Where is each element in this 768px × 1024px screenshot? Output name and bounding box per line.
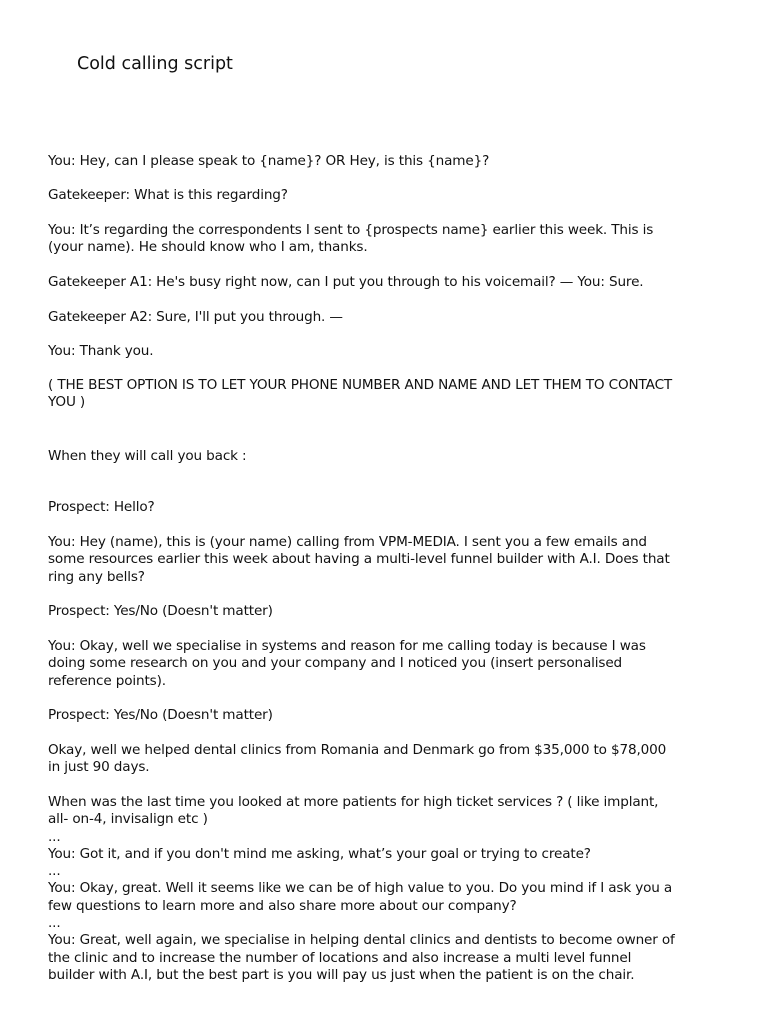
paragraph xyxy=(48,187,690,204)
document-title: Cold calling script xyxy=(77,54,233,74)
text-line: Prospect: Yes/No (Doesn't matter) xyxy=(48,707,273,723)
paragraph xyxy=(48,153,690,170)
paragraph xyxy=(48,448,690,465)
text-line: builder with A.I, but the best part is you will pay us just when the patient is on the chair. xyxy=(48,966,635,983)
text-line: Gatekeeper A1: He's busy right now, can I put you through to his voicemail? — You: Sure. xyxy=(48,274,644,290)
text-line: ... xyxy=(48,828,61,845)
text-line: You: It’s regarding the correspondents I sent to {prospects name} earlier this week. This is xyxy=(48,222,654,238)
text-line: You: Thank you. xyxy=(48,343,154,359)
text-line: the clinic and to increase the number of locations and also increase a multi level funnel xyxy=(48,949,632,966)
text-line: You: Hey (name), this is (your name) calling from VPM-MEDIA. I sent you a few emails and xyxy=(48,534,647,550)
text-line: doing some research on you and your company and I noticed you (insert personalised xyxy=(48,655,623,672)
text-line: You: Great, well again, we specialise in helping dental clinics and dentists to become owner of xyxy=(48,932,675,949)
text-line: ... xyxy=(48,863,61,880)
text-line: in just 90 days. xyxy=(48,759,150,776)
text-line: When they will call you back : xyxy=(48,448,247,464)
paragraph xyxy=(48,794,690,984)
text-line: You: Okay, well we specialise in systems and reason for me calling today is because I was xyxy=(48,638,646,654)
text-line: all- on-4, invisalign etc ) xyxy=(48,811,208,828)
paragraph xyxy=(48,499,690,516)
text-line: You: Got it, and if you don't mind me asking, what’s your goal or trying to create? xyxy=(48,845,591,862)
text-line: some resources earlier this week about having a multi-level funnel builder with A.I. Does that xyxy=(48,551,670,568)
text-line: YOU ) xyxy=(48,394,86,411)
text-line: Gatekeeper: What is this regarding? xyxy=(48,187,288,203)
text-line: Okay, well we helped dental clinics from Romania and Denmark go from $35,000 to $78,000 xyxy=(48,742,667,758)
paragraph xyxy=(48,603,690,620)
text-line: You: Hey, can I please speak to {name}? OR Hey, is this {name}? xyxy=(48,153,490,169)
paragraph xyxy=(48,274,690,291)
paragraph xyxy=(48,343,690,360)
text-line: ( THE BEST OPTION IS TO LET YOUR PHONE NUMBER AND NAME AND LET THEM TO CONTACT xyxy=(48,377,673,393)
paragraph xyxy=(48,309,690,326)
text-line: (your name). He should know who I am, thanks. xyxy=(48,239,368,256)
text-line: reference points). xyxy=(48,672,166,689)
paragraph xyxy=(48,742,690,777)
paragraph xyxy=(48,377,690,412)
text-line: Prospect: Yes/No (Doesn't matter) xyxy=(48,603,273,619)
text-line: When was the last time you looked at more patients for high ticket services ? ( like implant, xyxy=(48,794,659,810)
text-line: few questions to learn more and also share more about our company? xyxy=(48,897,517,914)
paragraph xyxy=(48,534,690,586)
paragraph xyxy=(48,222,690,257)
text-line: Prospect: Hello? xyxy=(48,499,155,515)
text-line: Gatekeeper A2: Sure, I'll put you through. — xyxy=(48,309,343,325)
paragraph xyxy=(48,707,690,724)
text-line: ring any bells? xyxy=(48,568,145,585)
text-line: ... xyxy=(48,915,61,932)
paragraph xyxy=(48,638,690,690)
text-line: You: Okay, great. Well it seems like we can be of high value to you. Do you mind if I ask you a xyxy=(48,880,673,897)
